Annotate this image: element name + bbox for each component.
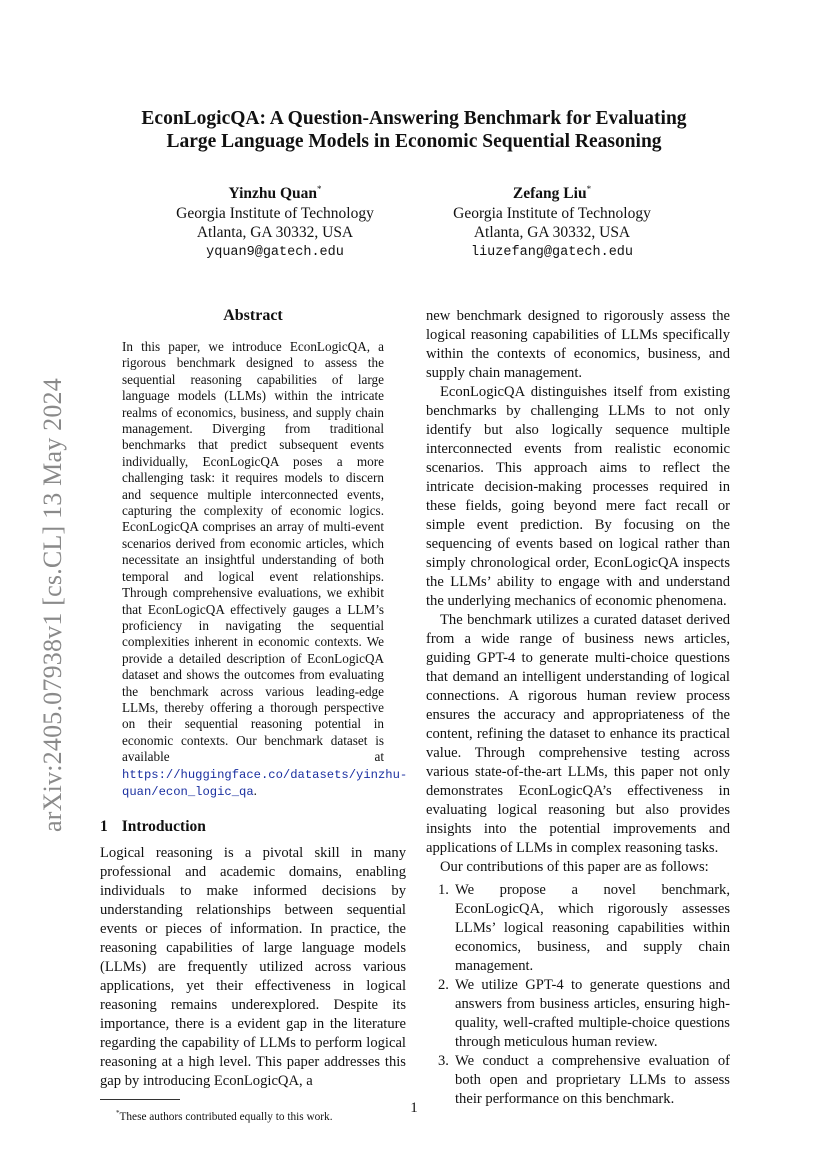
author-block-1 <box>145 180 405 262</box>
equal-contribution-mark: * <box>317 184 322 194</box>
list-item-text: We conduct a comprehensive evaluation of both open and proprietary LLMs to assess their performance on this benchmark. <box>455 1053 730 1107</box>
author-email[interactable]: yquan9@gatech.edu <box>206 244 344 260</box>
section-title: Introduction <box>121 818 206 836</box>
footnote-mark: * <box>116 1109 120 1118</box>
abstract-end: . <box>253 782 257 798</box>
paper-title <box>100 107 728 153</box>
footnote-text: These authors contributed equally to this work. <box>119 1111 333 1124</box>
author-location: Atlanta, GA 30332, USA <box>473 224 631 242</box>
abstract-heading: Abstract <box>223 307 283 324</box>
author-email[interactable]: liuzefang@gatech.edu <box>470 244 634 260</box>
intro-paragraph-1-continued: new benchmark designed to rigorously assess the logical reasoning capabilities of LLMs specifically within the contexts of economics, business, and supply chain management. <box>426 308 730 381</box>
title-line-1: EconLogicQA: A Question-Answering Benchmark for Evaluating <box>141 108 687 129</box>
list-item <box>426 881 730 976</box>
list-item-text: We propose a novel benchmark, EconLogicQA, which rigorously assesses LLMs’ logical reasoning capabilities within economics, business, and supply chain management. <box>455 882 730 974</box>
list-marker: 3. <box>438 1053 449 1069</box>
intro-paragraph-1: Logical reasoning is a pivotal skill in many professional and academic domains, enabling individuals to make informed decisions by understanding relationships between sequential events or pieces of information. In practice, the reasoning capabilities of large language models (LLMs) are frequently utilized across various applications, yet their effectiveness in logical reasoning remains underexplored. Despite its importance, there is a evident gap in the literature regarding the capability of LLMs to perform logical reasoning at a high level. This paper addresses this gap by introducing EconLogicQA, a <box>100 845 406 1090</box>
author-name: Zefang Liu <box>512 185 587 203</box>
equal-contribution-mark: * <box>586 184 592 194</box>
list-item-text: We utilize GPT-4 to generate questions and answers from business articles, ensuring high-quality, well-crafted multiple-choice questions through meticulous human review. <box>455 977 730 1050</box>
arxiv-identifier-text: arXiv:2405.07938v1 [cs.CL] 13 May 2024 <box>38 378 67 832</box>
section-heading-introduction <box>100 818 406 836</box>
author-name: Yinzhu Quan <box>228 185 318 203</box>
arxiv-identifier-sidebar <box>38 360 67 850</box>
contributions-list <box>426 881 730 1109</box>
abstract-body <box>100 339 406 800</box>
author-location: Atlanta, GA 30332, USA <box>196 224 354 242</box>
section-number: 1 <box>100 818 108 836</box>
abstract-text: In this paper, we introduce EconLogicQA, a rigorous benchmark designed to assess the sequential reasoning capabilities of large language models (LLMs) within the intricate realms of economics, business, and supply chain management. Diverging from traditional benchmarks that predict subsequent events individually, EconLogicQA poses a more challenging task: it requires models to discern and sequence multiple interconnected events, capturing the complexity of economic logics. EconLogicQA comprises an array of multi-event scenarios derived from economic articles, which necessitate an insightful understanding of both temporal and logical event relationships. Through comprehensive evaluations, we exhibit that EconLogicQA effectively gauges a LLM’s proficiency in navigating the sequential complexities inherent in economic contexts. We provide a detailed description of EconLogicQA dataset and shows the outcomes from evaluating the benchmark across various leading-edge LLMs, thereby offering a thorough perspective on their sequential reasoning potential in economic contexts. Our benchmark dataset is available at <box>122 339 384 765</box>
list-marker: 2. <box>438 977 449 993</box>
list-marker: 1. <box>438 882 449 898</box>
title-line-2: Large Language Models in Economic Sequential Reasoning <box>166 131 662 152</box>
dataset-link[interactable]: https://huggingface.co/datasets/yinzhu-quan/econ_logic_qa <box>122 767 408 799</box>
intro-paragraph-3: The benchmark utilizes a curated dataset derived from a wide range of business news articles, guiding GPT-4 to generate multi-choice questions that demand an intelligent understanding of logical connections. A rigorous human review process ensures the accuracy and appropriateness of the content, refining the dataset to enhance its practical value. Through comprehensive testing across various state-of-the-art LLMs, this paper not only demonstrates EconLogicQA’s effectiveness in evaluating logical reasoning but also provides insights into the potential improvements and applications of LLMs in complex reasoning tasks. <box>426 612 730 856</box>
list-item <box>426 976 730 1052</box>
author-block-2 <box>422 180 682 262</box>
author-affiliation: Georgia Institute of Technology <box>176 204 374 222</box>
right-column <box>426 307 730 1109</box>
intro-paragraph-4: Our contributions of this paper are as follows: <box>440 859 709 875</box>
page-number: 1 <box>410 1100 418 1116</box>
author-affiliation: Georgia Institute of Technology <box>453 204 651 222</box>
intro-paragraph-2: EconLogicQA distinguishes itself from existing benchmarks by challenging LLMs to not only identify but also logically sequence multiple interconnected events from realistic economic scenarios. This approach aims to reflect the intricate decision-making processes required in these fields, going beyond mere fact recall or simple event prediction. By focusing on the sequencing of events based on logical rather than simply chronological order, EconLogicQA inspects the LLMs’ ability to engage with and understand the underlying mechanics of economic phenomena. <box>426 384 730 609</box>
left-column <box>100 307 406 1124</box>
